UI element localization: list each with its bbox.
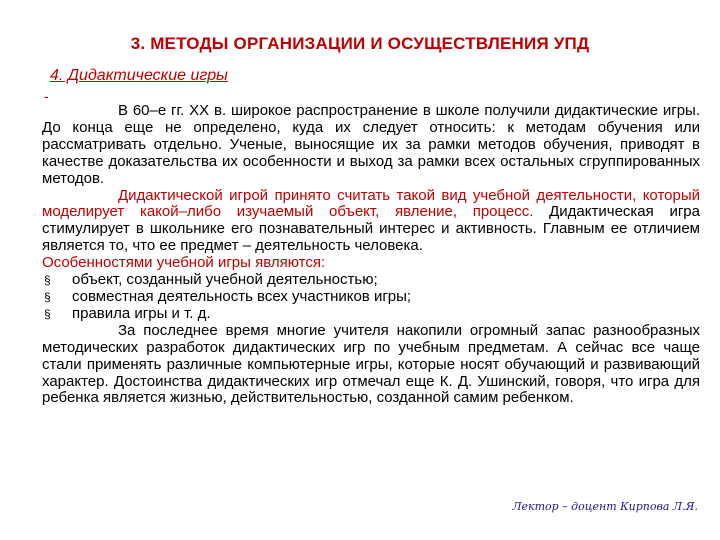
list-item-text: совместная деятельность всех участников игры;	[72, 287, 412, 305]
list-item	[42, 289, 700, 306]
list-item-text: правила игры и т. д.	[72, 304, 211, 322]
bullet-icon: §	[44, 273, 51, 288]
definition-rest: Дидактическая игра стимулирует в школьнике его познавательный интерес и активность. Главным ее отличием является то, что ее предмет – деятельность человека.	[42, 203, 700, 255]
slide-body	[42, 103, 700, 407]
lecturer-signature: Лектор – доцент Кирпова Л.Я.	[512, 500, 698, 513]
features-list	[42, 272, 700, 323]
paragraph-conclusion: За последнее время многие учителя накопили огромный запас разнообразных методических разработок дидактических игр по учебным предметам. А сейчас все чаще стали применять различные компьютерные игры, которые носят обучающий и развивающий характер. Достоинства дидактических игр отмечал еще К. Д. Ушинский, говоря, что игра для ребенка является жизнью, действительностью, созданной самим ребенком.	[42, 321, 700, 407]
list-item-text: объект, созданный учебной деятельностью;	[72, 271, 378, 289]
definition-highlight: Дидактической игрой принято считать такой вид учебной деятельности, который моделирует какой–либо изучаемый объект, явление, процесс.	[42, 186, 700, 221]
features-heading: Особенностями учебной игры являются:	[42, 254, 326, 272]
paragraph-intro: В 60–е гг. XX в. широкое распространение в школе получили дидактические игры. До конца еще не определено, куда их следует относить: к методам обучения или рассматривать отдельно. Ученые, выносящие их за рамки методов обучения, приводят в качестве доказательства их особенности и выход за рамки всех остальных сгруппированных методов.	[42, 102, 700, 187]
list-item	[42, 272, 700, 289]
section-subtitle: 4. Дидактические игры	[50, 67, 228, 84]
slide-title: 3. МЕТОДЫ ОРГАНИЗАЦИИ И ОСУЩЕСТВЛЕНИЯ УПД	[130, 34, 590, 53]
paragraph-definition	[42, 188, 700, 256]
bullet-icon: §	[44, 306, 51, 321]
list-item	[42, 306, 700, 323]
bullet-icon: §	[44, 289, 51, 304]
dash-marker: -	[44, 88, 49, 104]
